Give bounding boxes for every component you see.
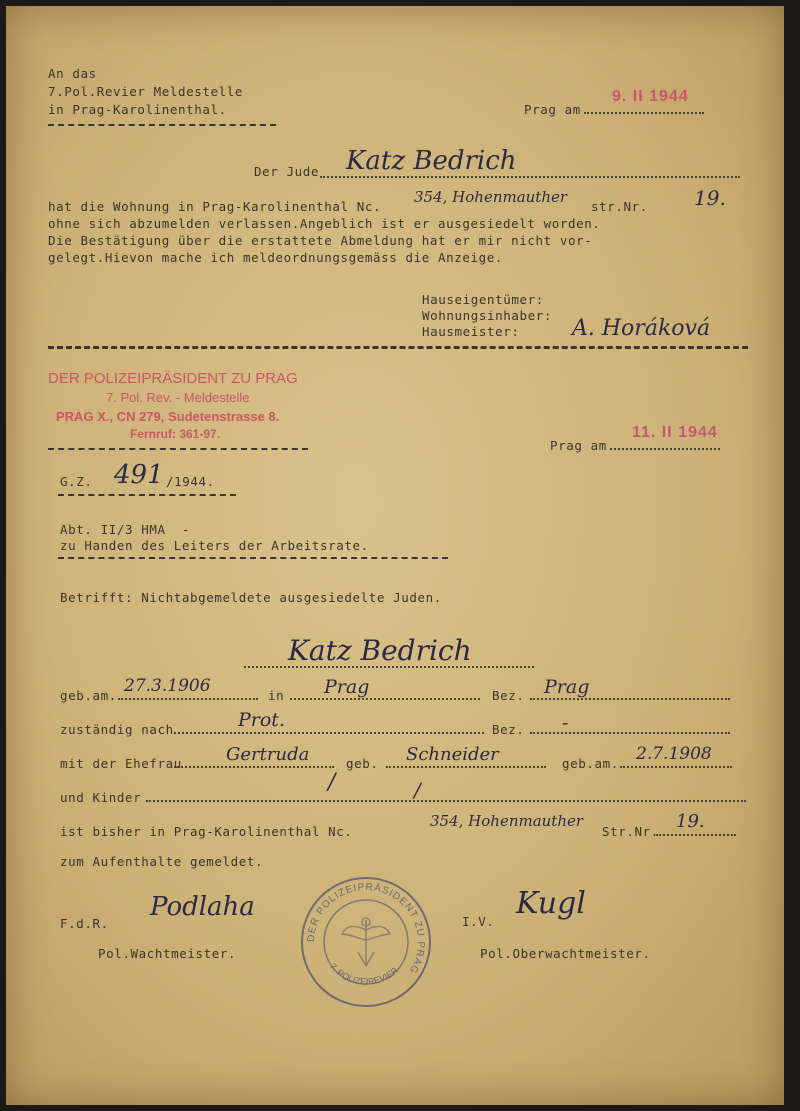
- bez2-label: Bez.: [492, 722, 525, 737]
- geb2-label: geb.: [346, 756, 379, 771]
- gebam-dotted-line: [620, 766, 732, 768]
- ehefrau-label: mit der Ehefrau: [60, 756, 182, 771]
- report-line-3: Die Bestätigung über die erstattete Abmeldung hat er mir nicht vor-: [48, 233, 593, 248]
- abt-line-1: Abt. II/3 HMA -: [60, 522, 191, 537]
- kinder-mark-2: /: [414, 778, 421, 802]
- ehefrau-dotted-line: [174, 766, 334, 768]
- report-line-1-street-handwritten: 354, Hohenmauther: [414, 188, 568, 206]
- gz-number-handwritten: 491: [114, 460, 164, 490]
- tenant-label: Wohnungsinhaber:: [422, 308, 553, 323]
- geb-date-handwritten: 27.3.1906: [124, 676, 211, 696]
- report-line-1-nr-handwritten: 19.: [694, 186, 726, 210]
- geb-label: geb.am.: [60, 688, 117, 703]
- caretaker-signature: A. Horáková: [572, 316, 711, 341]
- in-dotted-line: [290, 698, 480, 700]
- kinder-label: und Kinder: [60, 790, 142, 805]
- document-page: [6, 6, 784, 1105]
- bez-label: Bez.: [492, 688, 525, 703]
- bez2-handwritten: -: [562, 712, 569, 734]
- zust-dotted-line: [174, 732, 484, 734]
- abt-underline: [58, 557, 448, 559]
- report-line-1b: str.Nr.: [591, 199, 648, 214]
- address-line-2: 7.Pol.Revier Meldestelle: [48, 84, 244, 99]
- in-label: in: [268, 688, 285, 703]
- address-line-3: in Prag-Karolinenthal.: [48, 102, 227, 117]
- stamp-line-2: 7. Pol. Rev. - Meldestelle: [106, 390, 250, 405]
- gz-label: G.Z.: [60, 474, 93, 489]
- bez2-dotted-line: [530, 732, 730, 734]
- svg-text:7. POLIZEIREVIER: [328, 961, 400, 986]
- zust-handwritten: Prot.: [238, 709, 285, 731]
- gebam-handwritten: 2.7.1908: [636, 744, 712, 764]
- geb-dotted-line: [118, 698, 258, 700]
- jude-name-handwritten: Katz Bedrich: [346, 146, 517, 176]
- date-dotted-line-top: [584, 112, 704, 114]
- gz-underline: [58, 494, 236, 496]
- stamp-line-3: PRAG X., CN 279, Sudetenstrasse 8.: [56, 409, 280, 424]
- right-signature: Kugl: [516, 886, 586, 921]
- gz-year: /1944.: [166, 474, 215, 489]
- geb2-dotted-line: [386, 766, 546, 768]
- section-divider: [48, 346, 748, 349]
- ehefrau-handwritten: Gertruda: [226, 744, 310, 765]
- place-date-label-second: Prag am: [550, 438, 607, 453]
- seal-bottom-text: 7. POLIZEIREVIER: [327, 961, 400, 987]
- bisher-street-handwritten: 354, Hohenmauther: [430, 812, 584, 830]
- right-title: Pol.Oberwachtmeister.: [480, 946, 651, 961]
- police-seal: [298, 874, 434, 1010]
- zust-label: zuständig nach: [60, 722, 174, 737]
- date-dotted-line-second: [610, 448, 720, 450]
- abt-line-2: zu Handen des Leiters der Arbeitsrate.: [60, 538, 369, 553]
- bisher-nr-handwritten: 19.: [676, 811, 705, 832]
- stamp-line-4: Fernruf: 361-97.: [130, 427, 221, 441]
- report-line-4: gelegt.Hievon mache ich meldeordnungsgemäss die Anzeige.: [48, 250, 504, 265]
- place-date-label-top: Prag am: [524, 102, 581, 117]
- bisher-strnr-label: Str.Nr.: [602, 824, 659, 839]
- fdr-signature: Podlaha: [150, 892, 255, 922]
- person-name-handwritten: Katz Bedrich: [288, 634, 472, 667]
- left-title: Pol.Wachtmeister.: [98, 946, 237, 961]
- jude-dotted-line: [320, 176, 740, 178]
- bisher-label: ist bisher in Prag-Karolinenthal Nc.: [60, 824, 353, 839]
- report-line-2: ohne sich abzumelden verlassen.Angeblich ist er ausgesiedelt worden.: [48, 216, 601, 231]
- betrifft-line: Betrifft: Nichtabgemeldete ausgesiedelte Juden.: [60, 590, 442, 605]
- address-line-1: An das: [48, 66, 97, 81]
- gebam-label: geb.am.: [562, 756, 619, 771]
- seal-ring-text: DER POLIZEIPRÄSIDENT ZU PRAG: [305, 881, 427, 976]
- fdr-label: F.d.R.: [60, 916, 109, 931]
- eagle-emblem-icon: [342, 918, 390, 966]
- kinder-mark-1: /: [328, 770, 336, 795]
- owner-label: Hauseigentümer:: [422, 292, 544, 307]
- date-stamp-top: 9. II 1944: [612, 88, 689, 105]
- bez-dotted-line: [530, 698, 730, 700]
- bez-handwritten: Prag: [544, 676, 590, 698]
- caretaker-label: Hausmeister:: [422, 324, 520, 339]
- report-line-1a: hat die Wohnung in Prag-Karolinenthal Nc.: [48, 199, 382, 214]
- bisher-nr-dotted-line: [656, 834, 736, 836]
- iv-label: I.V.: [462, 914, 495, 929]
- date-stamp-second: 11. II 1944: [632, 424, 718, 441]
- jude-label: Der Jude: [254, 164, 320, 179]
- geb2-handwritten: Schneider: [406, 744, 499, 765]
- stamp-underline: [48, 448, 308, 450]
- aufenthalt-line: zum Aufenthalte gemeldet.: [60, 854, 264, 869]
- stamp-line-1: DER POLIZEIPRÄSIDENT ZU PRAG: [48, 370, 298, 387]
- address-underline: [48, 124, 276, 126]
- in-place-handwritten: Prag: [324, 676, 370, 698]
- kinder-dotted-line: [146, 800, 746, 802]
